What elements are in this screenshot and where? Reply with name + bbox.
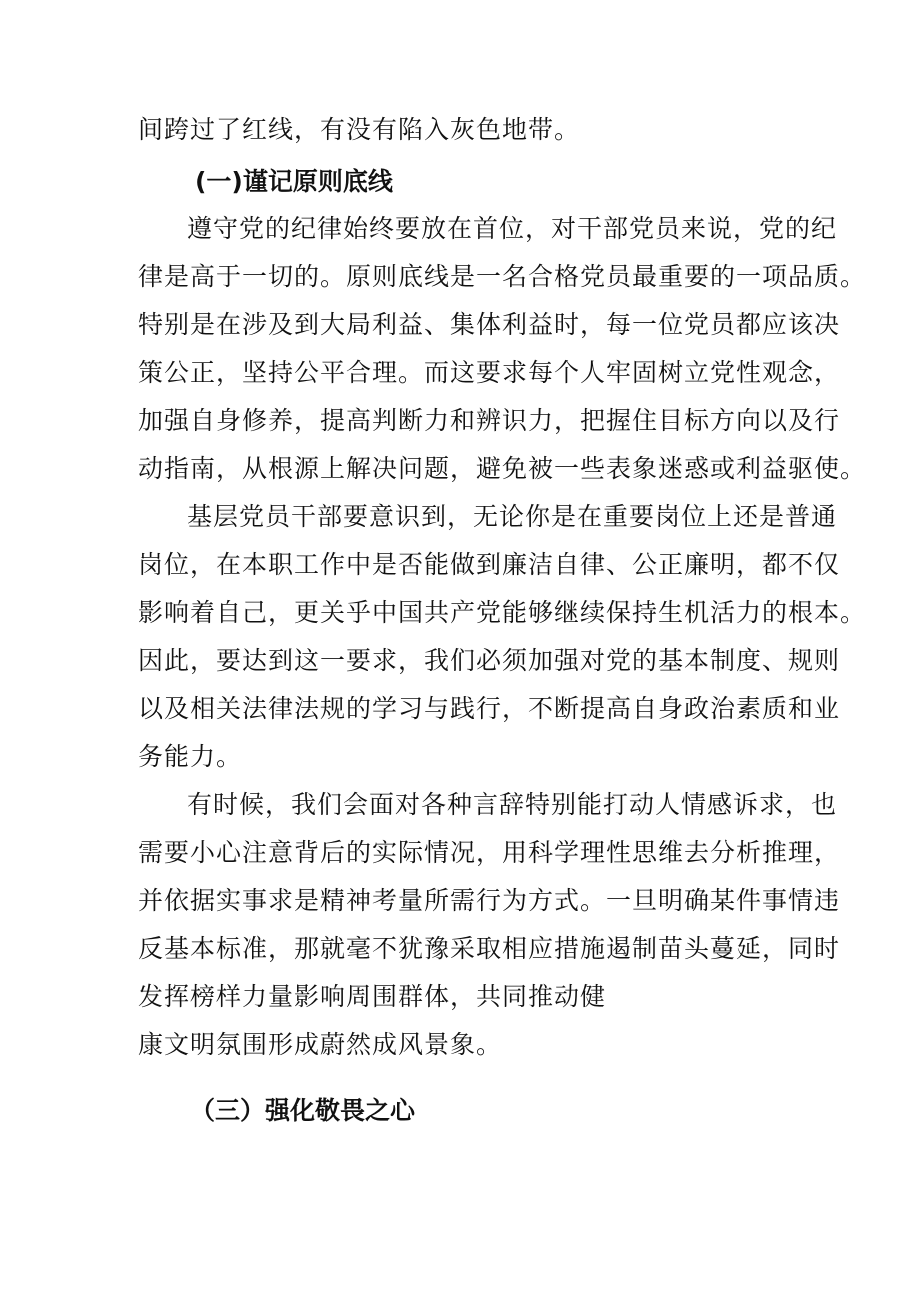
text-line: 岗位，在本职工作中是否能做到廉洁自律、公正廉明，都不仅 — [138, 550, 841, 579]
text-line: 发挥榜样力量影响周围群体，共同推动健 — [138, 982, 607, 1011]
text-line: 康文明氛围形成蔚然成风景象。 — [138, 1030, 503, 1059]
text-line: 并依据实事求是精神考量所需行为方式。一旦明确某件事情违 — [138, 886, 841, 915]
text-line: 策公正，坚持公平合理。而这要求每个人牢固树立党性观念， — [138, 358, 841, 387]
text-line: 间跨过了红线，有没有陷入灰色地带。 — [138, 115, 581, 144]
text-line: 律是高于一切的。原则底线是一名合格党员最重要的一项品质。 — [138, 262, 867, 291]
text-line: 特别是在涉及到大局利益、集体利益时，每一位党员都应该决 — [138, 310, 841, 339]
text-line: 务能力。 — [138, 742, 243, 771]
text-line: 以及相关法律法规的学习与践行，不断提高自身政治素质和业 — [138, 694, 841, 723]
text-line: 有时候，我们会面对各种言辞特别能打动人情感诉求，也 — [187, 790, 838, 819]
text-line: 基层党员干部要意识到，无论你是在重要岗位上还是普通 — [187, 502, 838, 531]
text-line: 遵守党的纪律始终要放在首位，对干部党员来说，党的纪 — [187, 214, 838, 243]
text-line: 因此，要达到这一要求，我们必须加强对党的基本制度、规则 — [138, 646, 841, 675]
text-line: 需要小心注意背后的实际情况，用科学理性思维去分析推理， — [138, 838, 841, 867]
text-line: 加强自身修养，提高判断力和辨识力，把握住目标方向以及行 — [138, 406, 841, 435]
section-heading-3: （三）强化敬畏之心 — [190, 1096, 416, 1125]
text-line: 反基本标准，那就毫不犹豫采取相应措施遏制苗头蔓延，同时 — [138, 934, 841, 963]
text-line: 影响着自己，更关乎中国共产党能够继续保持生机活力的根本。 — [138, 598, 867, 627]
section-heading-1: (一)谨记原则底线 — [195, 167, 393, 196]
text-line: 动指南，从根源上解决问题，避免被一些表象迷惑或利益驱使。 — [138, 454, 867, 483]
